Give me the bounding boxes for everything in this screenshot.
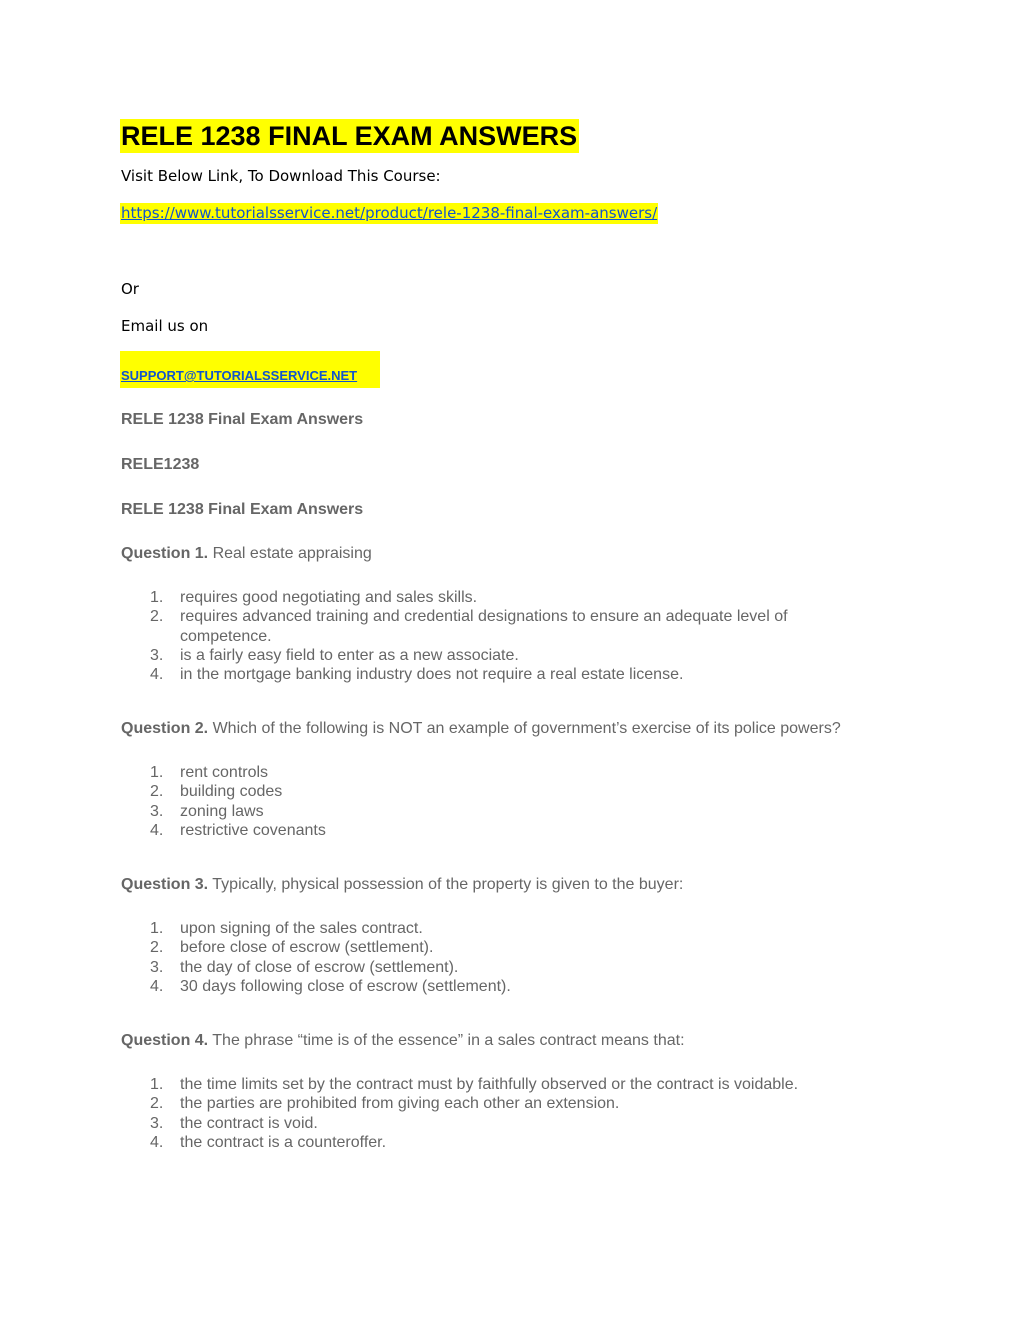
option-text: 30 days following close of escrow (settlement). [180,977,511,995]
question-1-options [150,588,850,684]
option-number: 4. [150,977,164,995]
question-4 [121,1032,685,1050]
option-number: 1. [150,1076,164,1093]
option-item [150,763,850,782]
email-us-text: Email us on [121,317,209,335]
question-text: The phrase “time is of the essence” in a sales contract means that: [208,1032,685,1049]
section-heading: RELE 1238 Final Exam Answers [121,501,364,518]
option-item [150,919,850,938]
option-number: 2. [150,939,164,957]
option-item [150,665,850,684]
option-item [150,802,850,821]
question-text: Typically, physical possession of the property is given to the buyer: [208,876,684,893]
option-number: 1. [150,764,164,781]
question-2 [121,720,841,738]
option-text: the contract is a counteroffer. [180,1133,387,1151]
option-number: 3. [150,1114,164,1132]
option-text: the contract is void. [180,1114,318,1132]
document-title: RELE 1238 FINAL EXAM ANSWERS [121,121,578,151]
option-number: 1. [150,589,164,606]
option-text: is a fairly easy field to enter as a new associate. [180,646,519,664]
option-item [150,977,850,996]
question-3 [121,876,683,894]
option-text: restrictive covenants [180,821,326,839]
option-item [150,958,850,977]
option-item [150,782,850,801]
question-1 [121,545,372,563]
or-text: Or [121,280,139,298]
option-text: requires good negotiating and sales skills. [180,589,478,606]
option-number: 3. [150,646,164,664]
question-label: Question 3. [121,876,209,893]
option-text: building codes [180,783,283,801]
download-link[interactable]: https://www.tutorialsservice.net/product/rele-1238-final-exam-answers/ [121,204,658,222]
option-text: the day of close of escrow (settlement). [180,958,459,976]
course-code-heading: RELE1238 [121,456,200,473]
visit-text: Visit Below Link, To Download This Course: [121,167,441,185]
question-text: Which of the following is NOT an example of government’s exercise of its police powers? [208,720,841,737]
option-item [150,607,850,646]
option-text: requires advanced training and credential designations to ensure an adequate level of competence. [180,608,788,645]
option-number: 4. [150,666,164,684]
option-text: the time limits set by the contract must by faithfully observed or the contract is voidable. [180,1076,799,1093]
option-item [150,588,850,607]
option-item [150,1133,850,1152]
question-text: Real estate appraising [208,545,372,562]
option-number: 4. [150,821,164,839]
option-text: zoning laws [180,802,264,820]
question-3-options [150,919,850,996]
option-number: 2. [150,1095,164,1113]
option-text: in the mortgage banking industry does not require a real estate license. [180,666,684,684]
option-number: 2. [150,783,164,801]
section-heading: RELE 1238 Final Exam Answers [121,411,364,428]
option-text: upon signing of the sales contract. [180,920,423,937]
question-4-options [150,1075,850,1152]
option-text: the parties are prohibited from giving each other an extension. [180,1095,620,1113]
option-item [150,1075,850,1094]
option-number: 1. [150,920,164,937]
option-text: rent controls [180,764,269,781]
option-item [150,821,850,840]
option-text: before close of escrow (settlement). [180,939,434,957]
question-label: Question 1. [121,545,209,562]
option-number: 2. [150,608,164,626]
question-label: Question 2. [121,720,209,737]
question-2-options [150,763,850,840]
option-number: 4. [150,1133,164,1151]
option-item [150,1094,850,1113]
option-item [150,646,850,665]
option-number: 3. [150,802,164,820]
support-email-link[interactable]: SUPPORT@TUTORIALSSERVICE.NET [121,368,358,383]
option-item [150,938,850,957]
option-number: 3. [150,958,164,976]
question-label: Question 4. [121,1032,209,1049]
option-item [150,1114,850,1133]
